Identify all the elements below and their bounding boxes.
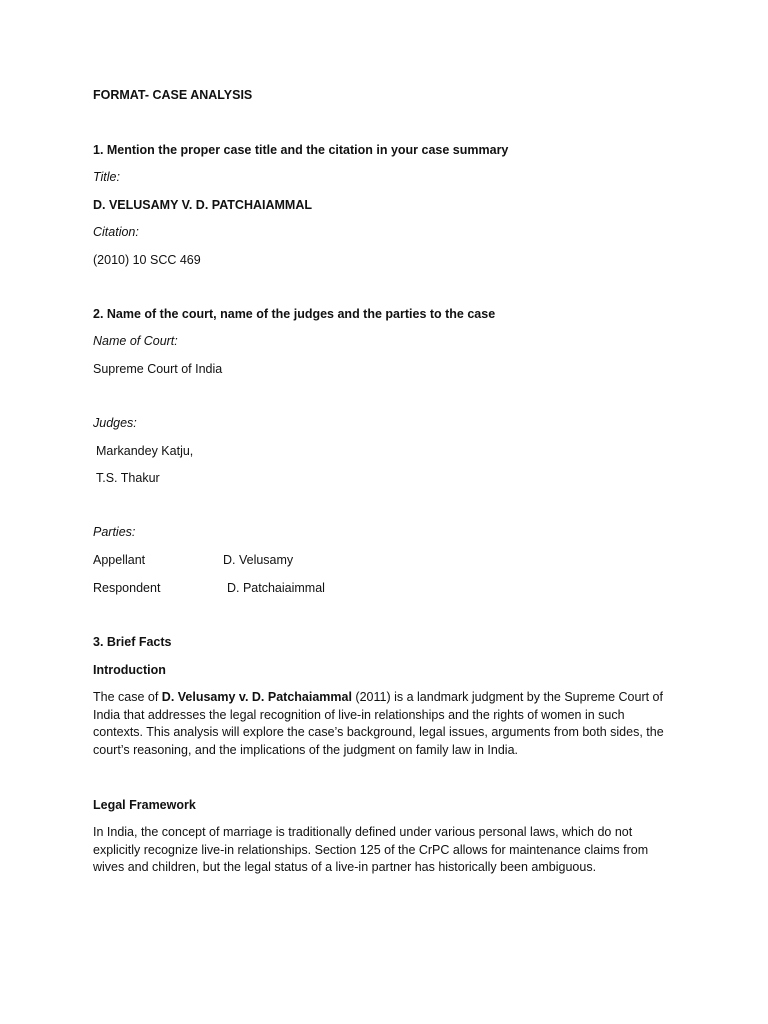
- party-name: D. Patchaiaimmal: [227, 581, 325, 595]
- introduction-heading: Introduction: [93, 663, 166, 677]
- introduction-paragraph: [93, 689, 675, 759]
- intro-text-rest: (2011) is a landmark judgment by the Supreme Court of India that addresses the legal recognition of live-in relationships and the rights of women in such contexts. This analysis will explore the case’s background, legal issues, arguments from both sides, the court’s reasoning, and the implications of the judgment on family law in India.: [93, 690, 664, 757]
- intro-text-start: The case of: [93, 690, 162, 704]
- document-heading: FORMAT- CASE ANALYSIS: [93, 88, 253, 102]
- section-2-title: 2. Name of the court, name of the judges and the parties to the case: [93, 307, 496, 321]
- legal-framework-paragraph: In India, the concept of marriage is traditionally defined under various personal laws, which do not explicitly recognize live-in relationships. Section 125 of the CrPC allows for maintenance claims from wives and children, but the legal status of a live-in partner has historically been ambiguous.: [93, 825, 649, 874]
- citation-label: Citation:: [93, 225, 139, 239]
- party-role: Appellant: [93, 553, 146, 567]
- citation-value: (2010) 10 SCC 469: [93, 253, 201, 267]
- court-label: Name of Court:: [93, 334, 178, 348]
- title-label: Title:: [93, 170, 120, 184]
- judges-label: Judges:: [93, 416, 137, 430]
- party-role: Respondent: [93, 581, 161, 595]
- intro-case-name: D. Velusamy v. D. Patchaiammal: [161, 690, 352, 704]
- party-row-appellant: [93, 552, 293, 569]
- court-value: Supreme Court of India: [93, 362, 223, 376]
- party-name: D. Velusamy: [223, 553, 294, 567]
- legal-framework-heading: Legal Framework: [93, 798, 196, 812]
- section-3-title: 3. Brief Facts: [93, 635, 172, 649]
- judge-2: T.S. Thakur: [96, 471, 160, 485]
- judge-1: Markandey Katju,: [96, 444, 194, 458]
- party-row-respondent: [93, 580, 325, 597]
- parties-label: Parties:: [93, 525, 136, 539]
- case-title: D. VELUSAMY V. D. PATCHAIAMMAL: [93, 198, 312, 212]
- section-1-title: 1. Mention the proper case title and the citation in your case summary: [93, 143, 509, 157]
